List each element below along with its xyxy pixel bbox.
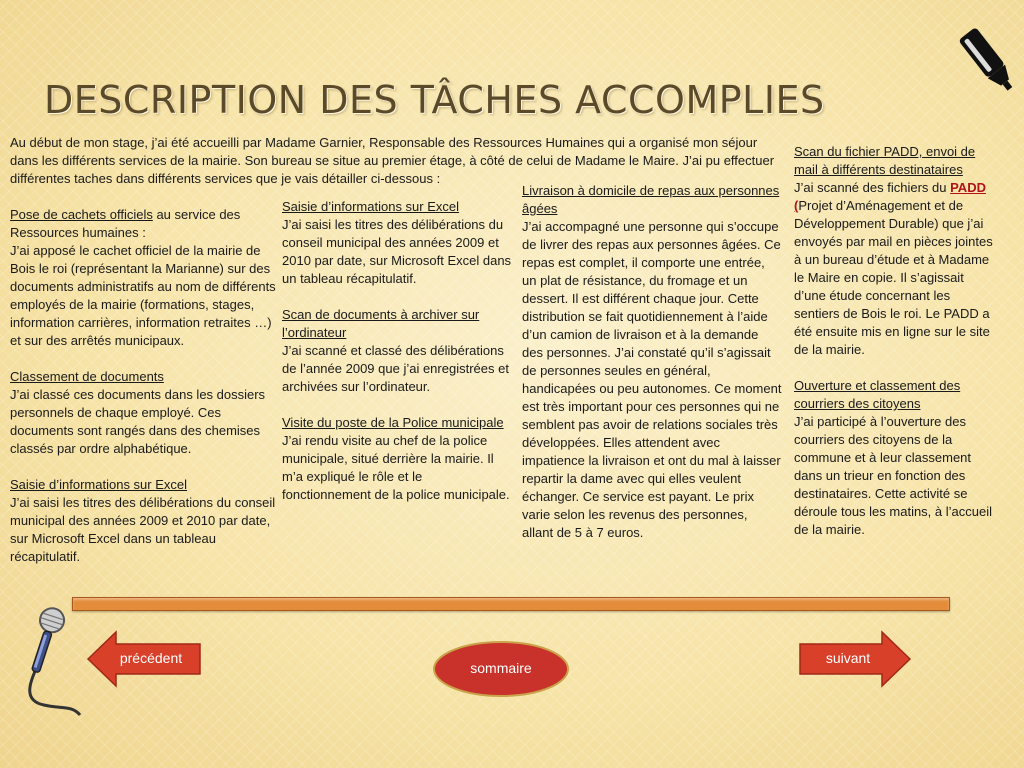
column-2 <box>282 198 512 504</box>
column-3 <box>522 182 782 542</box>
padd-body-end: Projet d’Aménagement et de Développement Durable) que j’ai envoyés par mail en pièces jointes à un bureau d’étude et à Madame le Maire en copie. Il s’agissait d’une étude concernant les sentiers de Bois le roi. Le PADD a été ensuite mis en ligne sur le site de la mairie. <box>794 198 993 357</box>
column-4 <box>794 143 994 539</box>
padd-heading: Scan du fichier PADD, envoi de mail à différents destinataires <box>794 144 976 177</box>
column-1 <box>10 206 278 566</box>
classement-heading: Classement de documents <box>10 369 164 384</box>
livraison-body: J’ai accompagné une personne qui s’occupe de livrer des repas aux personnes âgées. Ce repas est complet, il comporte une entrée, un plat de résistance, du fromage et un dessert. Il est différent chaque jour. Cette distribution se fait quotidiennement à l’aide d’un camion de livraison et à la demande des personnes. J’ai constaté qu’il s’agissait de personnes seules en général, handicapées ou peu autonomes. Ce moment est très important pour ces personnes qui ne semblent pas avoir de relations sociales très développées. Elles attendent avec impatience la livraison et ont du mal à laisser repartir la dame avec qui elles veulent échanger. Ce service est payant. Le prix varie selon les revenus des personnes, allant de 5 à 7 euros. <box>522 219 782 540</box>
livraison-heading: Livraison à domicile de repas aux personnes âgées <box>522 183 780 216</box>
padd-link[interactable]: PADD ( <box>794 180 986 213</box>
next-button[interactable] <box>798 630 912 688</box>
previous-button[interactable] <box>86 630 202 688</box>
padd-body-start: J’ai scanné des fichiers du <box>794 180 951 195</box>
cachets-section <box>10 206 278 242</box>
excel2-body: J’ai saisi les titres des délibérations du conseil municipal des années 2009 et 2010 par date, sur Microsoft Excel dans un tableau récapitulatif. <box>282 217 512 286</box>
excel2-heading: Saisie d’informations sur Excel <box>282 199 460 214</box>
police-heading: Visite du poste de la Police municipale <box>282 415 504 430</box>
next-label: suivant <box>825 650 871 666</box>
cachets-heading-rest: au service des Ressources humaines : <box>10 207 241 240</box>
courriers-heading: Ouverture et classement des courriers des citoyens <box>794 378 961 411</box>
scan-body: J’ai scanné et classé des délibérations de l’année 2009 que j’ai enregistrées et archivées sur l’ordinateur. <box>282 343 509 394</box>
marker-icon <box>956 22 1022 102</box>
padd-body <box>794 179 994 359</box>
intro-text <box>10 134 785 188</box>
summary-label: sommaire <box>470 660 532 676</box>
intro-paragraph: Au début de mon stage, j’ai été accueilli par Madame Garnier, Responsable des Ressources Humaines qui a organisé mon séjour dans les différents services de la mairie. Son bureau se situe au premier étage, à côté de celui de Madame le Maire. J’ai pu effectuer différentes taches dans différents services que je vais détailler ci-dessous : <box>10 135 775 186</box>
classement-body: J’ai classé ces documents dans les dossiers personnels de chaque employé. Ces documents sont rangés dans des chemises classés par ordre alphabétique. <box>10 387 266 456</box>
excel-body: J’ai saisi les titres des délibérations du conseil municipal des années 2009 et 2010 par date, sur Microsoft Excel dans un tableau récapitulatif. <box>10 495 276 564</box>
summary-button[interactable] <box>432 640 570 698</box>
cachets-body: J’ai apposé le cachet officiel de la mairie de Bois le roi (représentant la Marianne) sur des documents administratifs au nom de différents employés de la mairie (formations, stages, information carrières, information retraites …) et sur des arrêtés municipaux. <box>10 243 276 348</box>
police-body: J’ai rendu visite au chef de la police municipale, situé derrière la mairie. Il m’a expliqué le rôle et le fonctionnement de la police municipale. <box>282 433 510 502</box>
cachets-heading: Pose de cachets officiels <box>10 207 153 222</box>
divider-bar <box>72 597 950 611</box>
microphone-icon <box>14 605 88 723</box>
previous-label: précédent <box>119 650 183 666</box>
excel-heading: Saisie d’informations sur Excel <box>10 477 188 492</box>
scan-heading: Scan de documents à archiver sur l’ordinateur <box>282 307 480 340</box>
courriers-body: J’ai participé à l’ouverture des courriers des citoyens de la commune et à leur classement dans un trieur en fonction des destinataires. Cette activité se déroule tous les matins, à l’accueil de la mairie. <box>794 414 992 537</box>
page-title: DESCRIPTION DES TÂCHES ACCOMPLIES <box>44 78 825 122</box>
